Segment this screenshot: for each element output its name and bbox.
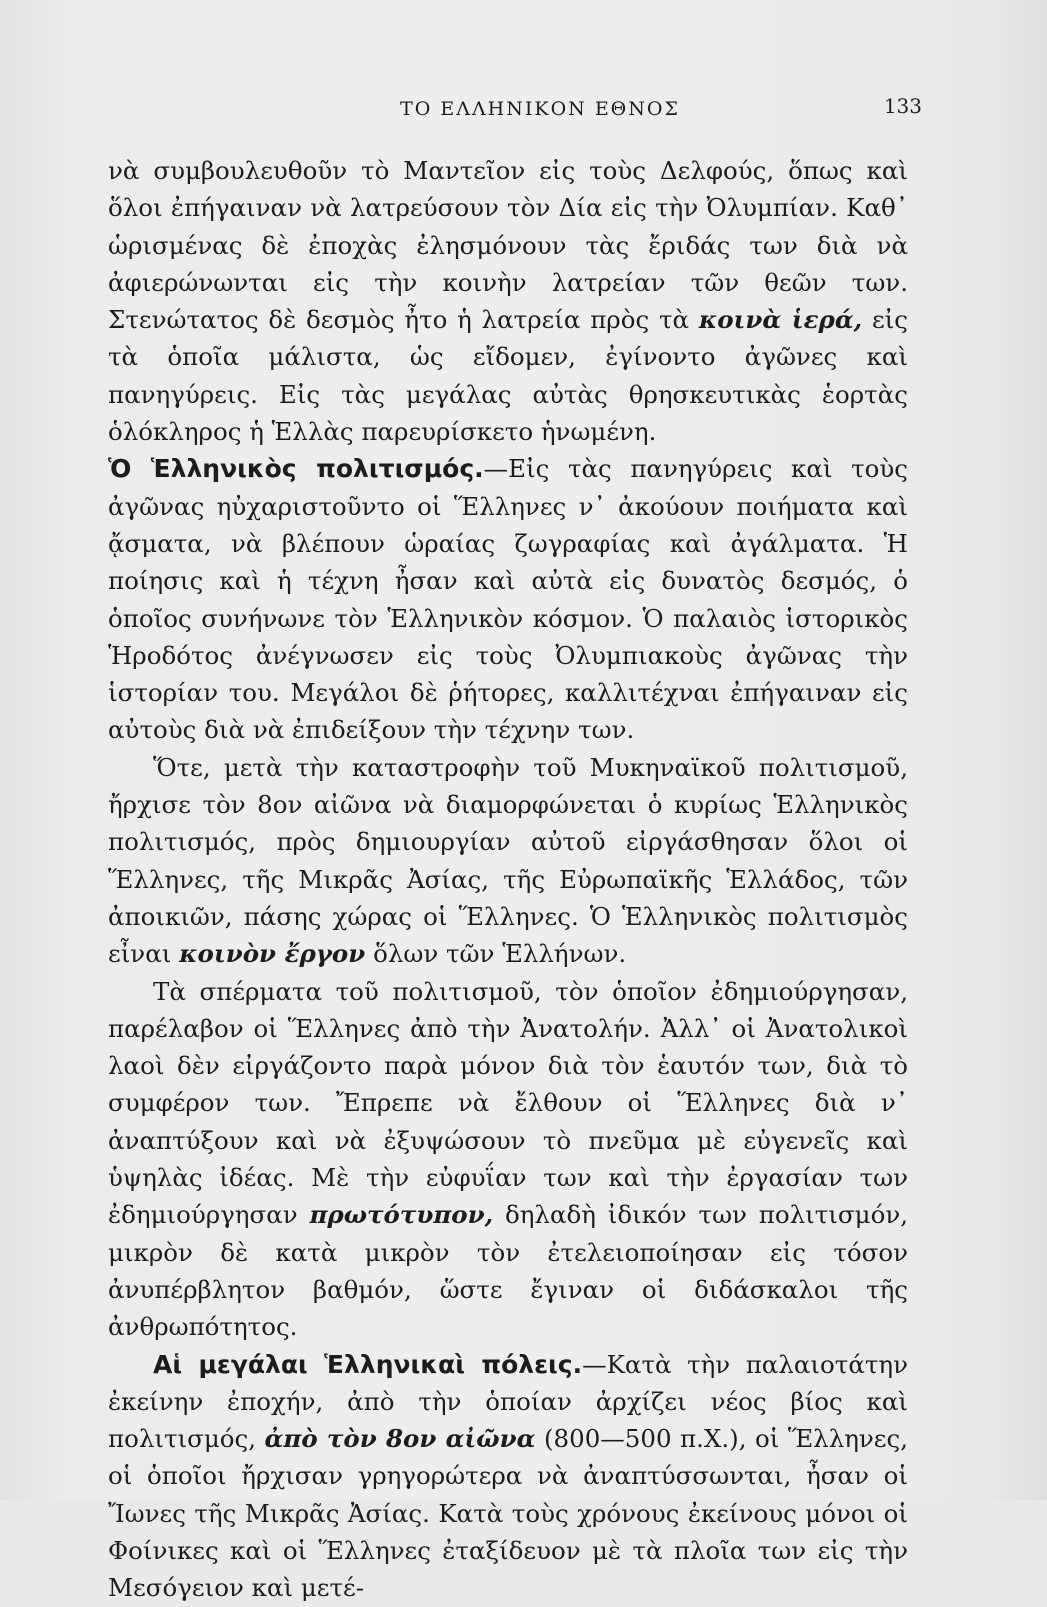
text-run: (800—500 π.Χ.), οἱ Ἕλληνες, οἱ ὁποῖοι ἤρχισαν γρηγορώτερα νὰ ἀναπτύσσωνται, ἦσαν οἱ Ἴωνες τῆς Μικρᾶς Ἀσίας. Κατὰ τοὺς χρόνους ἐκείνους μόνοι οἱ Φοίνικες καὶ οἱ Ἕλληνες ἐταξίδευον μὲ τὰ πλοῖα των εἰς τὴν Μεσόγειον καὶ μετέ-	[108, 1424, 908, 1603]
text-run: δηλαδὴ ἰδικόν των πολιτισμόν, μικρὸν δὲ κατὰ μικρὸν τὸν ἐτελειοποίησαν εἰς τόσον ἀνυπέρβλητον βαθμόν, ὥστε ἔγιναν οἱ διδάσκαλοι τῆς ἀνθρωπότητος.	[108, 1200, 908, 1342]
emphasis-8th-century: ἀπὸ τὸν 8ον αἰῶνα	[264, 1424, 536, 1454]
text-run: εἰς τὰ ὁποῖα μάλιστα, ὡς εἴδομεν, ἐγίνοντο ἀγῶνες καὶ πανηγύρεις. Εἰς τὰς μεγάλας αὐτὰς θρησκευτικὰς ἑορτὰς ὁλόκληρος ἡ Ἑλλὰς παρευρίσκετο ἡνωμένη.	[108, 305, 908, 447]
text-run: —Εἰς τὰς πανηγύρεις καὶ τοὺς ἀγῶνας ηὐχαριστοῦντο οἱ Ἕλληνες ν᾽ ἀκούουν ποιήματα καὶ ᾄσματα, νὰ βλέπουν ὡραίας ζωγραφίας καὶ ἀγάλματα. Ἡ ποίησις καὶ ἡ τέχνη ἦσαν καὶ αὐτὰ εἰς δυνατὸς δεσμός, ὁ ὁποῖος συνήνωνε τὸν Ἑλληνικὸν κόσμον. Ὁ παλαιὸς ἱστορικὸς Ἡροδότος ἀνέγνωσεν εἰς τοὺς Ὀλυμπιακοὺς ἀγῶνας τὴν ἱστορίαν του. Μεγάλοι δὲ ῥήτορες, καλλιτέχναι ἐπήγαιναν εἰς αὐτοὺς διὰ νὰ ἐπιδείξουν τὴν τέχνην των.	[108, 454, 908, 745]
paragraph-great-greek-cities	[108, 1346, 908, 1607]
running-header	[100, 94, 922, 128]
paragraph-common-work	[108, 749, 908, 973]
emphasis-koinon-ergon: κοινὸν ἔργον	[179, 939, 366, 969]
text-run: ὅλων τῶν Ἑλλήνων.	[365, 939, 627, 969]
page-number: 133	[883, 94, 922, 118]
paragraph-seeds-of-civilization	[108, 973, 908, 1346]
section-heading-hellenic-civilization: Ὁ Ἑλληνικὸς πολιτισμός.	[108, 454, 484, 484]
paragraph-hellenic-civilization	[108, 450, 908, 748]
emphasis-koina-iera: κοινὰ ἱερά,	[698, 305, 863, 335]
page-header-title: ΤΟ ΕΛΛΗΝΙΚΟΝ ΕΘΝΟΣ	[400, 98, 680, 120]
text-run: Ὅτε, μετὰ τὴν καταστροφὴν τοῦ Μυκηναϊκοῦ πολιτισμοῦ, ἤρχισε τὸν 8ον αἰῶνα νὰ διαμορφώνεται ὁ κυρίως Ἑλληνικὸς πολιτισμός, πρὸς δημιουργίαν αὐτοῦ εἰργάσθησαν ὅλοι οἱ Ἕλληνες, τῆς Μικρᾶς Ἀσίας, τῆς Εὐρωπαϊκῆς Ἑλλάδος, τῶν ἀποικιῶν, πάσης χώρας οἱ Ἕλληνες. Ὁ Ἑλληνικὸς πολιτισμὸς εἶναι	[108, 752, 908, 969]
paragraph-religious-bonds	[108, 152, 908, 450]
section-heading-great-greek-cities: Αἱ μεγάλαι Ἑλληνικαὶ πόλεις.	[153, 1349, 583, 1379]
text-run: —Κατὰ τὴν παλαιοτάτην ἐκείνην ἐποχήν, ἀπὸ τὴν ὁποίαν ἀρχίζει νέος βίος καὶ πολιτισμός,	[108, 1349, 908, 1454]
body-text	[108, 152, 908, 1607]
emphasis-prototypon: πρωτότυπον,	[309, 1200, 494, 1230]
text-run: Τὰ σπέρματα τοῦ πολιτισμοῦ, τὸν ὁποῖον ἐδημιούργησαν, παρέλαβον οἱ Ἕλληνες ἀπὸ τὴν Ἀνατολήν. Ἀλλ᾽ οἱ Ἀνατολικοὶ λαοὶ δὲν εἰργάζοντο παρὰ μόνον διὰ τὸν ἑαυτόν των, διὰ τὸ συμφέρον των. Ἔπρεπε νὰ ἔλθουν οἱ Ἕλληνες διὰ ν᾽ ἀναπτύξουν καὶ νὰ ἐξυψώσουν τὸ πνεῦμα μὲ εὐγενεῖς καὶ ὑψηλὰς ἰδέας. Μὲ τὴν εὐφυΐαν των καὶ τὴν ἐργασίαν των ἐδημιούργησαν	[108, 976, 908, 1230]
text-run: νὰ συμβουλευθοῦν τὸ Μαντεῖον εἰς τοὺς Δελφούς, ὅπως καὶ ὅλοι ἐπήγαιναν νὰ λατρεύσουν τὸν Δία εἰς τὴν Ὀλυμπίαν. Καθ᾽ ὡρισμένας δὲ ἐποχὰς ἐλησμόνουν τὰς ἔριδάς των διὰ νὰ ἀφιερώνωνται εἰς τὴν κοινὴν λατρείαν τῶν θεῶν των. Στενώτατος δὲ δεσμὸς ἦτο ἡ λατρεία πρὸς τὰ	[108, 156, 908, 335]
